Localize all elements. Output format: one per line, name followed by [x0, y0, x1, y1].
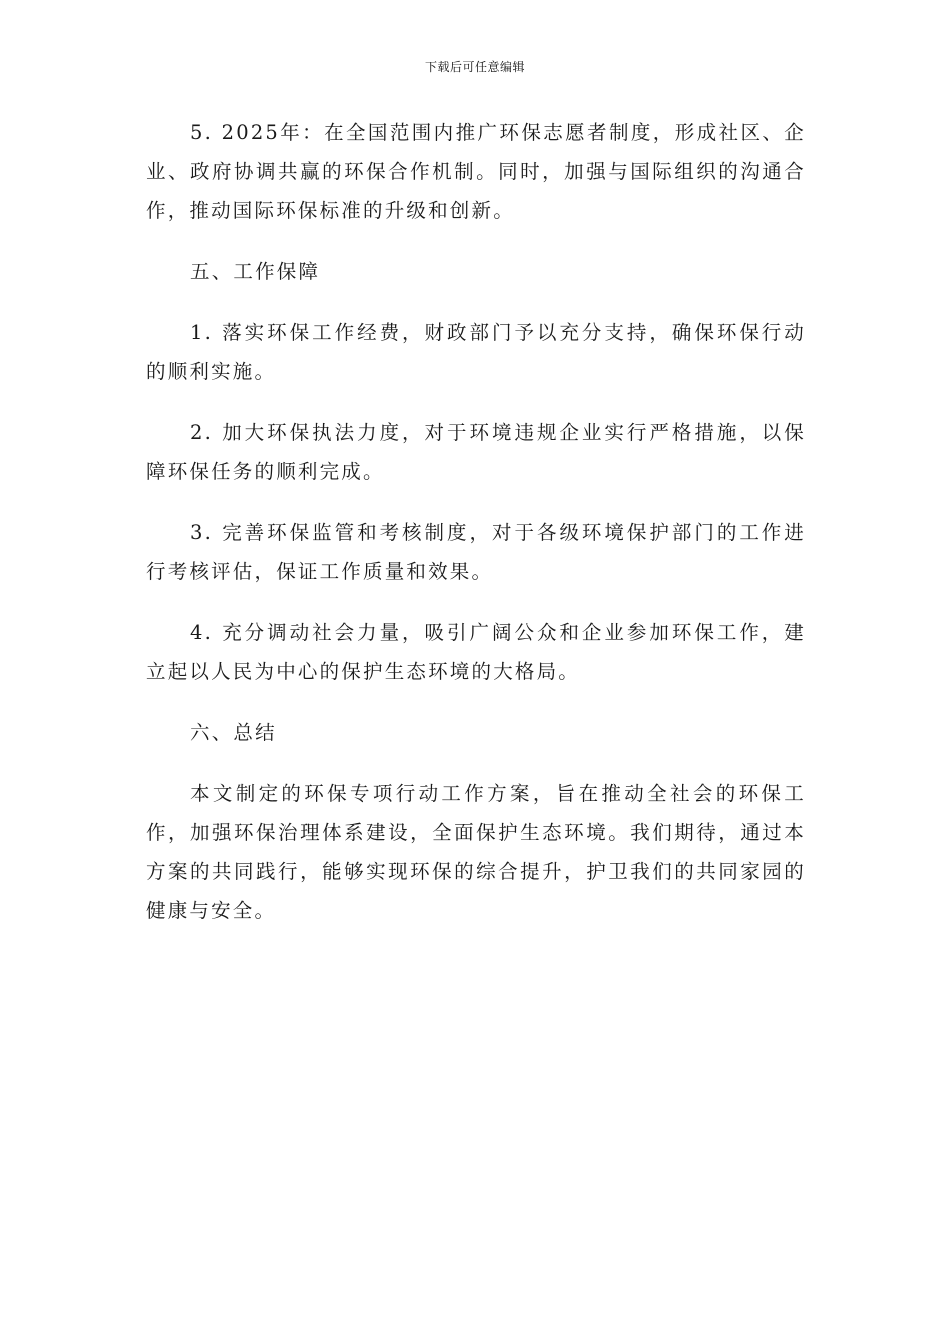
document-body — [146, 113, 806, 952]
summary-paragraph: 本文制定的环保专项行动工作方案，旨在推动全社会的环保工作，加强环保治理体系建设，全面保护生态环境。我们期待，通过本方案的共同践行，能够实现环保的综合提升，护卫我们的共同家园的健康与安全。 — [146, 782, 806, 922]
section-heading-work-guarantee: 五、工作保障 — [190, 260, 321, 283]
paragraph-2025: 5. 2025年：在全国范围内推广环保志愿者制度，形成社区、企业、政府协调共赢的环保合作机制。同时，加强与国际组织的沟通合作，推动国际环保标准的升级和创新。 — [146, 121, 806, 222]
list-item-guarantee-1: 1. 落实环保工作经费，财政部门予以充分支持，确保环保行动的顺利实施。 — [146, 321, 806, 383]
section-heading-summary: 六、总结 — [190, 721, 277, 744]
list-item-guarantee-4: 4. 充分调动社会力量，吸引广阔公众和企业参加环保工作，建立起以人民为中心的保护生态环境的大格局。 — [146, 621, 806, 683]
header-note: 下载后可任意编辑 — [424, 60, 525, 74]
list-item-guarantee-3: 3. 完善环保监管和考核制度，对于各级环境保护部门的工作进行考核评估，保证工作质量和效果。 — [146, 521, 806, 583]
list-item-guarantee-2: 2. 加大环保执法力度，对于环境违规企业实行严格措施，以保障环保任务的顺利完成。 — [146, 421, 806, 483]
